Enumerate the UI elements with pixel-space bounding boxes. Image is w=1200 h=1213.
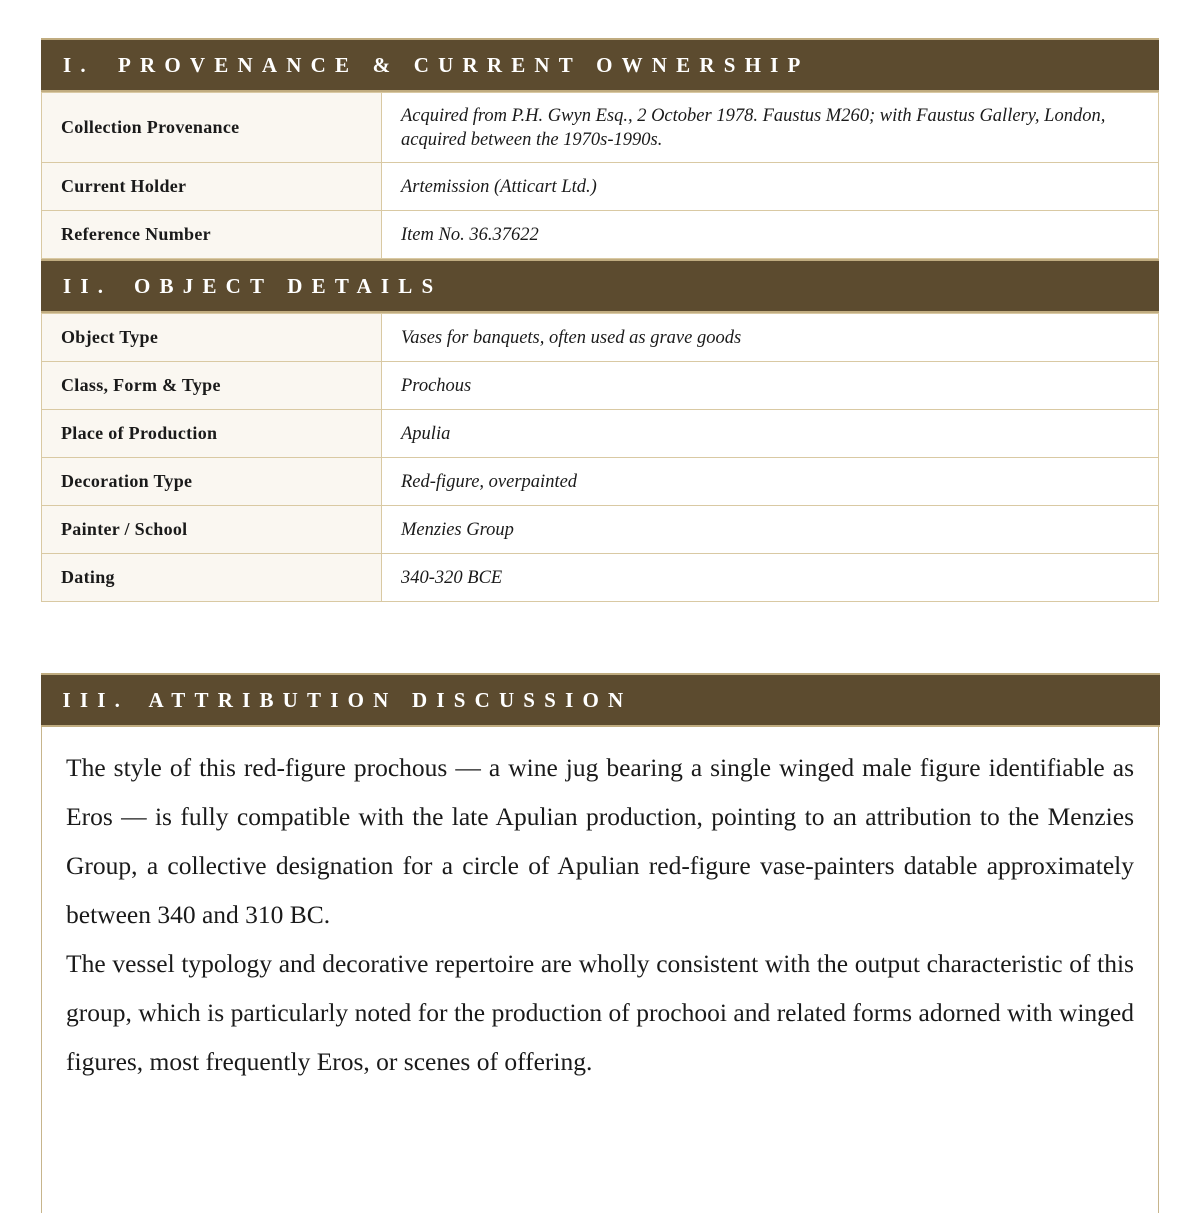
row-value: Artemission (Atticart Ltd.) <box>382 163 1159 211</box>
section-title: PROVENANCE & CURRENT OWNERSHIP <box>118 52 810 77</box>
section-header-object-details <box>41 259 1159 313</box>
table-row <box>42 458 1159 506</box>
attribution-paragraph: The style of this red-figure prochous — a wine jug bearing a single winged male figure identifiable as Eros — is fully compatible with the late Apulian production, pointing to an attribution to the Menzies Group, a collective designation for a circle of Apulian red-figure vase-painters datable approximately between 340 and 310 BC. <box>66 753 1134 929</box>
section-header-attribution <box>41 673 1160 727</box>
table-row <box>42 314 1159 362</box>
table-row <box>42 554 1159 602</box>
attribution-block <box>41 673 1159 1213</box>
row-value: Vases for banquets, often used as grave goods <box>382 314 1159 362</box>
table-row <box>42 410 1159 458</box>
attribution-paragraph: The vessel typology and decorative repertoire are wholly consistent with the output characteristic of this group, which is particularly noted for the production of prochooi and related forms adorned with winged figures, most frequently Eros, or scenes of offering. <box>66 949 1134 1076</box>
row-value: Apulia <box>382 410 1159 458</box>
table-row <box>42 163 1159 211</box>
row-value: Menzies Group <box>382 506 1159 554</box>
row-value: Prochous <box>382 362 1159 410</box>
row-label: Class, Form & Type <box>42 362 382 410</box>
table-row <box>42 211 1159 259</box>
section-number: III. <box>62 687 130 712</box>
table-row <box>42 93 1159 163</box>
row-label: Painter / School <box>42 506 382 554</box>
row-label: Reference Number <box>42 211 382 259</box>
row-label: Decoration Type <box>42 458 382 506</box>
row-label: Collection Provenance <box>42 93 382 163</box>
row-value: 340-320 BCE <box>382 554 1159 602</box>
row-label: Dating <box>42 554 382 602</box>
row-label: Object Type <box>42 314 382 362</box>
row-label: Current Holder <box>42 163 382 211</box>
provenance-table <box>41 92 1159 259</box>
section-number: I. <box>63 52 95 77</box>
row-value: Red-figure, overpainted <box>382 458 1159 506</box>
section-header-provenance <box>41 38 1159 92</box>
section-title: ATTRIBUTION DISCUSSION <box>148 687 633 712</box>
section-title: OBJECT DETAILS <box>134 273 443 298</box>
object-details-table <box>41 313 1159 602</box>
table-row <box>42 362 1159 410</box>
section-number: II. <box>63 273 113 298</box>
row-label: Place of Production <box>42 410 382 458</box>
table-row <box>42 506 1159 554</box>
attribution-text <box>42 727 1158 1086</box>
row-value: Item No. 36.37622 <box>382 211 1159 259</box>
row-value: Acquired from P.H. Gwyn Esq., 2 October 1978. Faustus M260; with Faustus Gallery, London, acquired between the 1970s-1990s. <box>382 93 1159 163</box>
provenance-and-details-block <box>41 38 1159 602</box>
